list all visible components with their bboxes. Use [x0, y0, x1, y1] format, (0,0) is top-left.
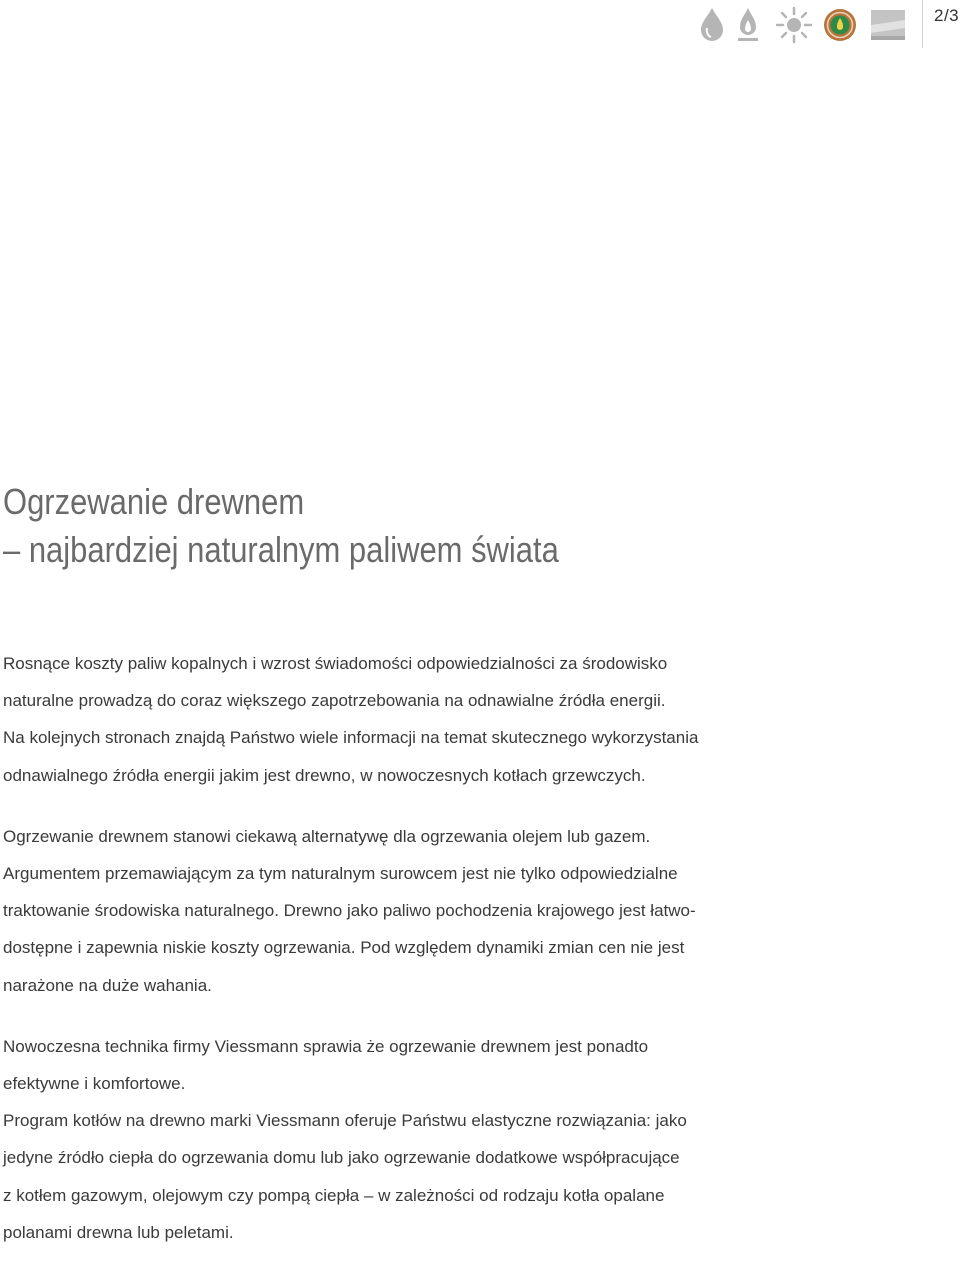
- text-line: z kotłem gazowym, olejowym czy pompą ciepła – w zależności od rodzaju kotła opalane: [3, 1185, 665, 1205]
- text-line: Nowoczesna technika firmy Viessmann sprawia że ogrzewanie drewnem jest ponadto: [3, 1036, 649, 1056]
- text-line: Program kotłów na drewno marki Viessmann oferuje Państwu elastyczne rozwiązania: jako: [3, 1111, 687, 1131]
- oil-drop-icon: [696, 6, 728, 44]
- paragraph: [3, 818, 803, 1004]
- text-line: Argumentem przemawiającym za tym naturalnym surowcem jest nie tylko odpowiedzialne: [3, 864, 678, 884]
- paragraph-gap: [3, 794, 803, 818]
- text-line: naturalne prowadzą do coraz większego zapotrzebowania na odnawialne źródła energii.: [3, 691, 666, 711]
- text-line: polanami drewna lub peletami.: [3, 1222, 234, 1242]
- gas-flame-icon: [734, 6, 762, 44]
- text-line: jedyne źródło ciepła do ogrzewania domu lub jako ogrzewanie dodatkowe współpracujące: [3, 1148, 680, 1168]
- page-number: 2/3: [934, 6, 960, 25]
- text-line: narażone na duże wahania.: [3, 975, 212, 995]
- title-line: Ogrzewanie drewnem: [3, 481, 305, 522]
- page-title: [3, 478, 559, 574]
- body-text: [3, 645, 803, 1251]
- text-line: efektywne i komfortowe.: [3, 1074, 186, 1094]
- wood-log-icon: [822, 6, 858, 44]
- title-line: – najbardziej naturalnym paliwem świata: [3, 529, 559, 570]
- text-line: odnawialnego źródła energii jakim jest drewno, w nowoczesnych kotłach grzewczych.: [3, 765, 646, 785]
- paragraph-gap: [3, 1004, 803, 1028]
- text-line: Rosnące koszty paliw kopalnych i wzrost świadomości odpowiedzialności za środowisko: [3, 654, 668, 673]
- text-line: dostępne i zapewnia niskie koszty ogrzewania. Pod względem dynamiki zmian cen nie jest: [3, 938, 685, 958]
- text-line: traktowanie środowiska naturalnego. Drewno jako paliwo pochodzenia krajowego jest łatwo-: [3, 901, 696, 921]
- paragraph: [3, 645, 803, 794]
- text-line: Ogrzewanie drewnem stanowi ciekawą alternatywę dla ogrzewania olejem lub gazem.: [3, 826, 651, 846]
- paragraph: [3, 1028, 803, 1251]
- text-line: Na kolejnych stronach znajdą Państwo wiele informacji na temat skutecznego wykorzystania: [3, 728, 699, 748]
- heat-pump-icon: [870, 6, 906, 44]
- header-divider: [922, 0, 923, 48]
- sun-icon: [776, 6, 812, 44]
